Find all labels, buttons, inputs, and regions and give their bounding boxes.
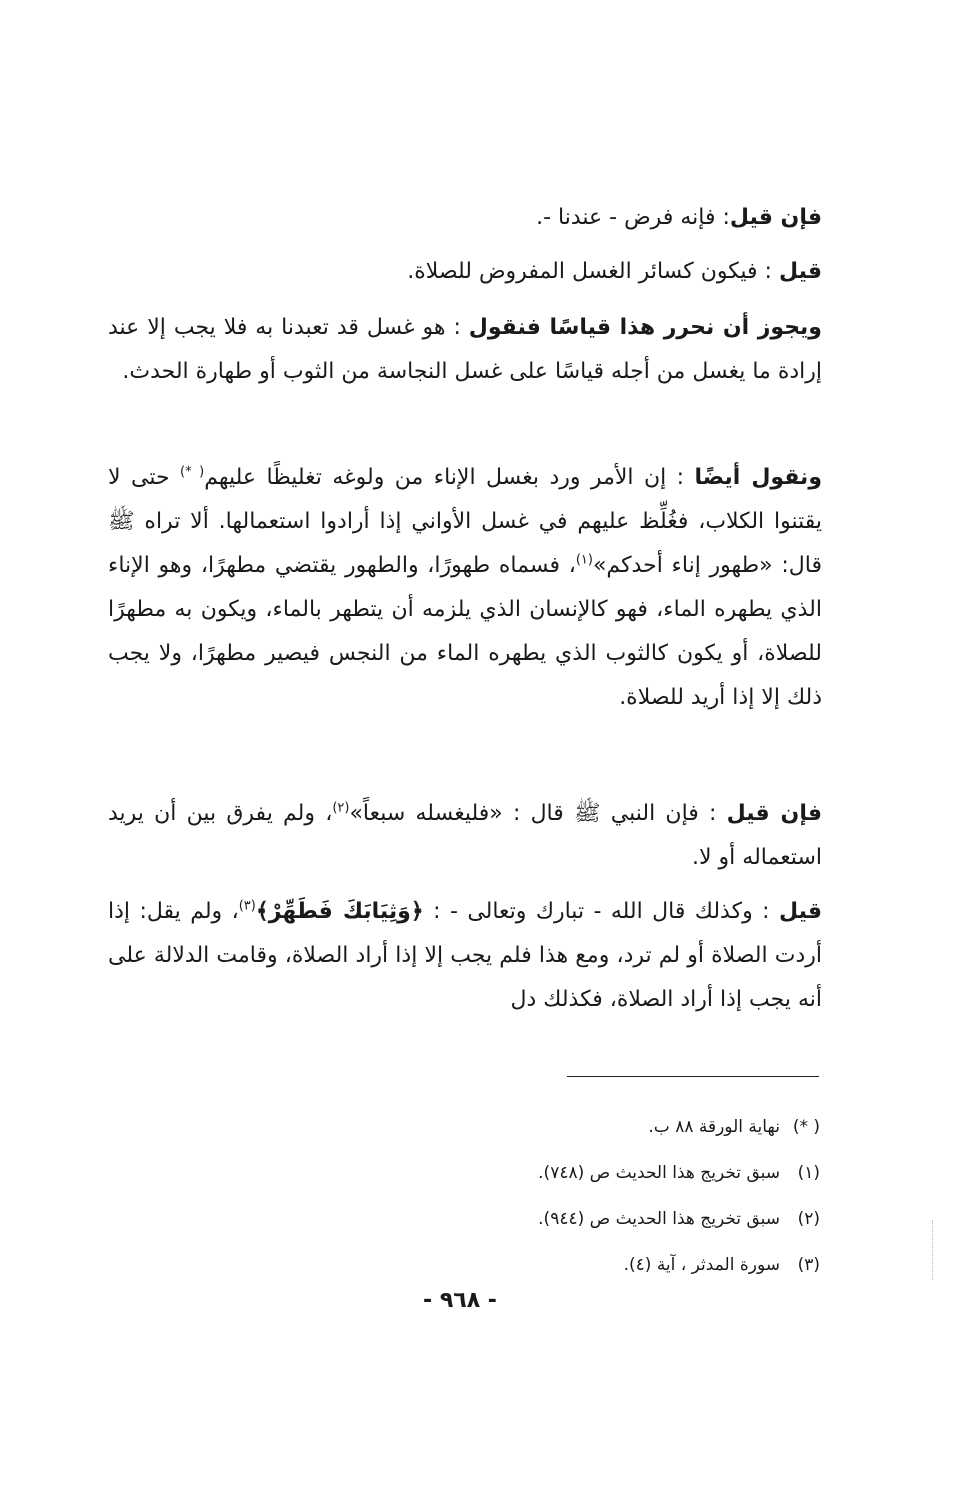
footnote-marker: (٣) (238, 898, 256, 914)
footnote-item (300, 1150, 820, 1196)
paragraph-text: : فيكون كسائر الغسل المفروض للصلاة. (407, 259, 779, 284)
paragraph-3 (108, 306, 822, 394)
paragraph-lead: فإن قيل (726, 801, 823, 826)
paragraph-text: : فإن النبي ﷺ قال : «فليغسله سبعاً» (349, 801, 727, 826)
footnote-item (300, 1104, 820, 1150)
paragraph-text: ، فسماه طهورًا، والطهور يقتضي مطهرًا، وهو الإناء الذي يطهره الماء، فهو كالإنسان الذي يلزمه أن يتطهر بالماء، ويكون به مطهرًا للصلاة، أو يكون كالثوب الذي يطهره الماء من النجس فيصير مطهرًا، ولا يجب ذلك إلا إذا أريد للصلاة. (108, 553, 822, 710)
paragraph-lead: فإن قيل (729, 205, 822, 230)
footnote-number: (٢) (797, 1209, 820, 1229)
paragraph-lead: ويجوز أن نحرر هذا قياسًا فنقول (468, 315, 822, 340)
paragraph-lead: قيل (778, 899, 822, 924)
paragraph-text: : هو غسل قد تعبدنا به فلا يجب إلا عند إرادة ما يغسل من أجله قياسًا على غسل النجاسة من الثوب أو طهارة الحدث. (108, 315, 822, 384)
footnote-text: سبق تخريج هذا الحديث ص (٧٤٨). (538, 1163, 780, 1183)
paragraph-1 (108, 196, 822, 240)
footnote-text: سبق تخريج هذا الحديث ص (٩٤٤). (538, 1209, 780, 1229)
footnote-marker: (٢) (332, 800, 350, 816)
paragraph-text: ، ولم يفرق بين أن يريد استعماله أو لا. (108, 801, 822, 870)
paragraph-text: حتى لا يقتنوا الكلاب، فغُلِّظ عليهم في غسل الأواني إذا أرادوا استعمالها. ألا تراه ﷺ قال: «طهور إناء أحدكم» (108, 465, 822, 578)
paragraph-6 (108, 890, 822, 1022)
paragraph-5 (108, 792, 822, 880)
paragraph-text: : إن الأمر ورد بغسل الإناء من ولوغه تغليظًا عليهم (204, 465, 695, 490)
scan-artifact (928, 1220, 933, 1280)
footnote-marker: ( *) (180, 464, 205, 480)
paragraph-text: ، ولم يقل: إذا أردت الصلاة أو لم ترد، ومع هذا فلم يجب إلا إذا أراد الصلاة، وقامت الدلالة على أنه يجب إذا أراد الصلاة، فكذلك دل (108, 899, 822, 1012)
footnote-marker: (١) (575, 552, 593, 568)
footnote-number: (٣) (797, 1255, 820, 1275)
footnote-number: (١) (797, 1163, 820, 1183)
footnote-text: سورة المدثر ، آية (٤). (623, 1255, 780, 1275)
paragraph-text: : وكذلك قال الله - تبارك وتعالى - : (423, 899, 779, 924)
quran-verse: ﴿وَثِيَابَكَ فَطَهِّرْ﴾ (255, 899, 424, 924)
footnote-item (300, 1242, 820, 1288)
footnotes (300, 1104, 820, 1288)
page-number: - ٩٦٨ - (423, 1288, 497, 1313)
paragraph-2 (108, 250, 822, 294)
paragraph-lead: ونقول أيضًا (694, 465, 822, 490)
paragraph-text: : فإنه فرض - عندنا -. (536, 205, 730, 230)
paragraph-4 (108, 456, 822, 720)
footnote-separator (567, 1076, 819, 1077)
footnote-item (300, 1196, 820, 1242)
footnote-number: ( *) (792, 1117, 820, 1137)
paragraph-lead: قيل (778, 259, 822, 284)
footnote-text: نهاية الورقة ٨٨ ب. (648, 1117, 780, 1137)
